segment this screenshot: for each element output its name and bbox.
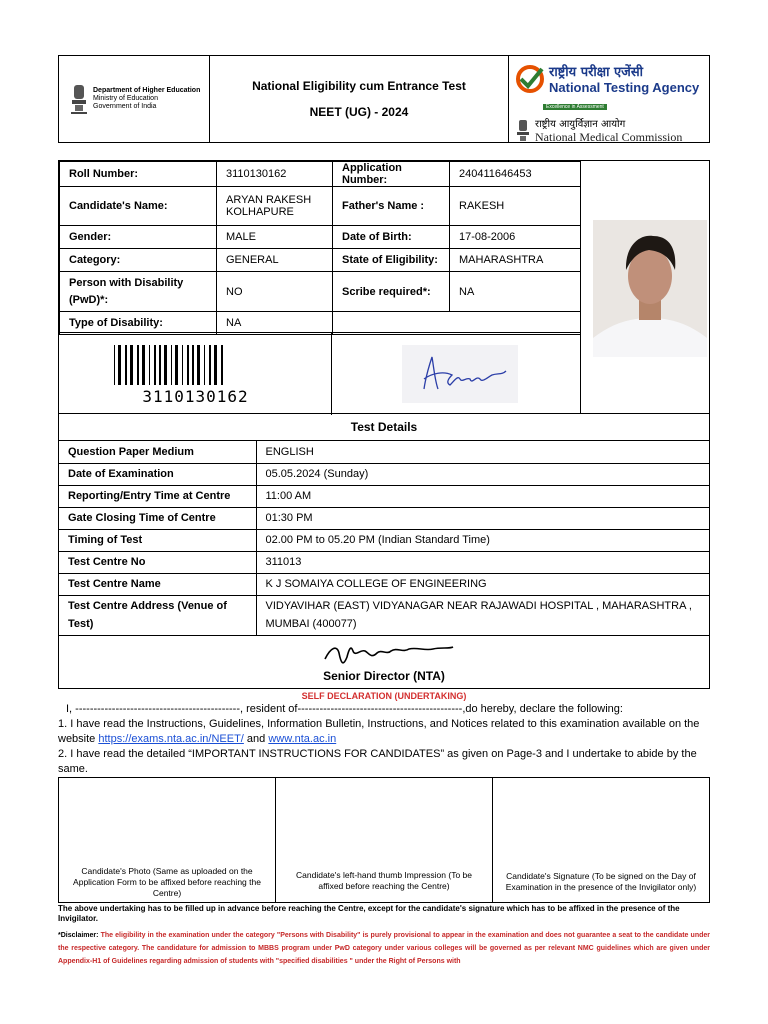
centre-address-label: Test Centre Address (Venue of Test): [59, 595, 256, 635]
barcode-bar: [149, 345, 150, 385]
centre-no-label: Test Centre No: [59, 551, 256, 573]
gender-value: MALE: [217, 226, 333, 249]
barcode-bar: [204, 345, 205, 385]
father-name-label: Father's Name :: [333, 187, 450, 226]
barcode-bar: [130, 345, 133, 385]
roll-barcode: [114, 345, 284, 385]
photo-affix-box: [59, 778, 276, 902]
test-timing-label: Timing of Test: [59, 529, 256, 551]
self-declaration-text: [58, 702, 713, 777]
thumb-impression-box: [276, 778, 493, 902]
gender-label: Gender:: [60, 226, 217, 249]
exam-title-block: [210, 56, 509, 142]
self-declaration-title: SELF DECLARATION (UNDERTAKING): [301, 691, 467, 701]
candidate-name-label: Candidate's Name:: [60, 187, 217, 226]
candidate-signature-image: [402, 345, 518, 403]
barcode-number: 3110130162: [142, 387, 249, 406]
barcode-bar: [142, 345, 145, 385]
undertaking-boxes: [58, 777, 710, 903]
barcode-bar: [171, 345, 172, 385]
roll-value: 3110130162: [217, 162, 333, 187]
nta-website-link[interactable]: www.nta.ac.in: [268, 733, 337, 745]
pwd-label: [60, 272, 217, 312]
declaration-point-2: 2. I have read the detailed “IMPORTANT INSTRUCTIONS FOR CANDIDATES” as given on Page-3 and I undertake to abide by the same.: [58, 748, 697, 775]
barcode-bar: [175, 345, 178, 385]
paper-medium-label: Question Paper Medium: [59, 441, 256, 463]
application-label: Application Number:: [333, 162, 450, 187]
scribe-label: Scribe required*:: [333, 272, 450, 312]
gate-closing-value: 01:30 PM: [256, 507, 709, 529]
dob-value: 17-08-2006: [450, 226, 581, 249]
photo-affix-label: Candidate's Photo (Same as uploaded on the Application Form to be affixed before reaching the Centre): [73, 866, 261, 898]
barcode-bar: [125, 345, 127, 385]
barcode-bar: [182, 345, 183, 385]
test-timing-value: 02.00 PM to 05.20 PM (Indian Standard Time): [256, 529, 709, 551]
nmc-hindi-name: राष्ट्रीय आयुर्विज्ञान आयोग: [535, 119, 626, 130]
declaration-intro: I, ---------------------------------------------, resident of---------------------------------------------,do hereby, declare the following:: [66, 703, 623, 715]
signature-cell: [332, 332, 580, 415]
state-eligibility-label: State of Eligibility:: [333, 249, 450, 272]
ministry-name: Ministry of Education: [93, 95, 158, 102]
barcode-bar: [221, 345, 223, 385]
disability-type-label: Type of Disability:: [60, 312, 217, 335]
candidate-info-section: [58, 160, 710, 414]
exam-subtitle: NEET (UG) - 2024: [309, 105, 409, 119]
barcode-bar: [209, 345, 211, 385]
test-details-table: [59, 441, 709, 636]
barcode-bar: [197, 345, 200, 385]
director-signature-block: [59, 636, 709, 688]
application-value: 240411646453: [450, 162, 581, 187]
pwd-label-line2: (PwD)*:: [69, 293, 109, 306]
centre-name-label: Test Centre Name: [59, 573, 256, 595]
agency-logos: [509, 56, 709, 142]
admit-card-header: [58, 55, 710, 143]
roll-label: Roll Number:: [60, 162, 217, 187]
disclaimer-label: *Disclaimer:: [58, 932, 101, 939]
dept-name: Department of Higher Education: [93, 87, 201, 94]
candidate-first-name: ARYAN RAKESH: [226, 194, 312, 206]
signature-box-label: Candidate's Signature (To be signed on the Day of Examination in the presence of the Invigilator only): [505, 871, 697, 892]
candidate-name-value: [217, 187, 333, 226]
disclaimer: [58, 929, 710, 968]
barcode-bar: [159, 345, 161, 385]
declaration-point-1: [58, 717, 713, 747]
barcode-bar: [118, 345, 121, 385]
nta-logo-icon: [515, 64, 545, 94]
barcode-bar: [187, 345, 189, 385]
disclaimer-text: The eligibility in the examination under the category "Persons with Disability" is purely provisional to appear in the examination and does not guarantee a seat to the candidate under the respective category. The candidature for admission to MBBS program under PwD category under various colleges will be governed as per relevant NMC guidelines which are given under Appendix-H1 of Guidelines regarding admission of students with "specified disabilities " under the Right of Persons with: [58, 932, 710, 965]
paper-medium-value: ENGLISH: [256, 441, 709, 463]
barcode-bar: [114, 345, 115, 385]
and-text: and: [243, 733, 269, 745]
signature-box: [493, 778, 709, 902]
pwd-value: NO: [217, 272, 333, 312]
centre-no-value: 311013: [256, 551, 709, 573]
scribe-value: NA: [450, 272, 581, 312]
reporting-time-value: 11:00 AM: [256, 485, 709, 507]
candidate-signature-icon: [402, 345, 518, 403]
national-emblem-icon: [69, 83, 89, 115]
reporting-time-label: Reporting/Entry Time at Centre: [59, 485, 256, 507]
nta-tagline: Excellence in Assessment: [543, 104, 607, 110]
candidate-info-table: [59, 161, 581, 335]
barcode-bar: [137, 345, 139, 385]
nta-hindi-name: राष्ट्रीय परीक्षा एजेंसी: [549, 65, 643, 80]
centre-address-value: VIDYAVIHAR (EAST) VIDYANAGAR NEAR RAJAWADI HOSPITAL , MAHARASHTRA , MUMBAI (400077): [256, 595, 709, 635]
centre-name-value: K J SOMAIYA COLLEGE OF ENGINEERING: [256, 573, 709, 595]
test-details-section: [58, 414, 710, 689]
undertaking-note: The above undertaking has to be filled up in advance before reaching the Centre, except for the candidate's signature which has to be affixed in the presence of the Invigilator.: [58, 904, 680, 923]
government-name: Government of India: [93, 103, 157, 110]
gate-closing-label: Gate Closing Time of Centre: [59, 507, 256, 529]
barcode-bar: [164, 345, 167, 385]
dob-label: Date of Birth:: [333, 226, 450, 249]
director-title: Senior Director (NTA): [323, 668, 445, 683]
barcode-bar: [214, 345, 217, 385]
ministry-text: [93, 87, 200, 111]
candidate-photo: [593, 220, 707, 357]
thumb-impression-label: Candidate's left-hand thumb Impression (To be affixed before reaching the Centre): [296, 870, 472, 891]
candidate-surname: KOLHAPURE: [226, 206, 294, 218]
barcode-bar: [192, 345, 194, 385]
barcode-bar: [154, 345, 156, 385]
category-value: GENERAL: [217, 249, 333, 272]
director-signature-icon: [321, 639, 461, 671]
category-label: Category:: [60, 249, 217, 272]
barcode-cell: [59, 332, 332, 415]
candidate-photo-cell: [580, 161, 710, 413]
state-eligibility-value: MAHARASHTRA: [450, 249, 581, 272]
exam-title: National Eligibility cum Entrance Test: [252, 79, 466, 93]
point1-text: 1. I have read the Instructions, Guidelines, Information Bulletin, Instructions, and Notices related to this examination available on the website: [58, 718, 700, 745]
disability-type-value: NA: [217, 312, 333, 335]
candidate-photo-icon: [593, 220, 707, 357]
test-details-title: Test Details: [59, 414, 709, 441]
exam-date-value: 05.05.2024 (Sunday): [256, 463, 709, 485]
ministry-block: [59, 56, 210, 142]
nmc-english-name: National Medical Commission: [535, 130, 683, 144]
nta-english-name: National Testing Agency: [549, 80, 700, 95]
nmc-emblem-icon: [515, 119, 531, 143]
neet-website-link[interactable]: https://exams.nta.ac.in/NEET/: [98, 733, 244, 745]
father-name-value: RAKESH: [450, 187, 581, 226]
pwd-label-line1: Person with Disability: [69, 276, 184, 289]
exam-date-label: Date of Examination: [59, 463, 256, 485]
